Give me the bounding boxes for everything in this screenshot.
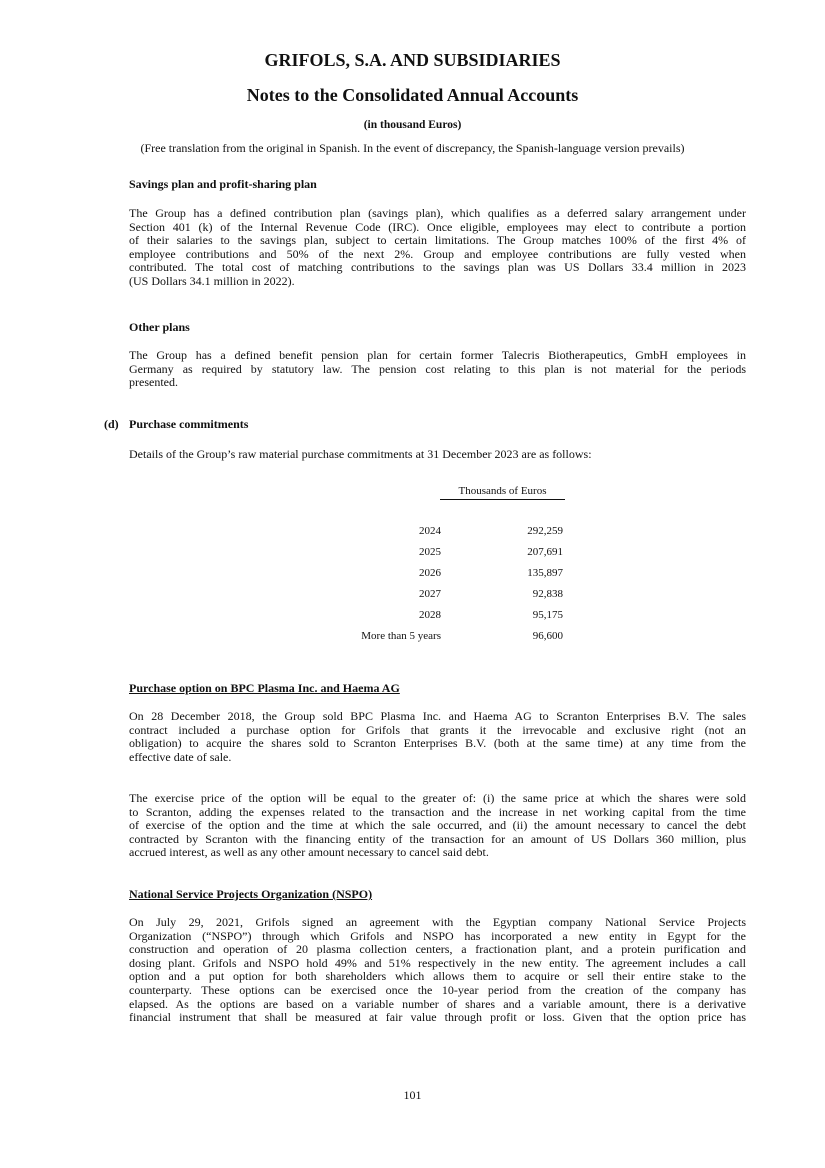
text-line: dosing plant. Grifols and NSPO hold 49% and 51% respectively in the new entity. The agreement includes a call	[129, 955, 746, 970]
row-value: 95,175	[532, 609, 563, 621]
text-line: Section 401 (k) of the Internal Revenue Code (IRC). Once eligible, employees may elect to contribute a portion	[129, 219, 746, 234]
purchase-commitments-heading: Purchase commitments	[129, 417, 249, 431]
text-line: (US Dollars 34.1 million in 2022).	[129, 273, 295, 288]
text-line: to Scranton, adding the expenses related to the transaction and the increase in net working capital from the time	[129, 804, 746, 819]
bpc-option-paragraph-1	[129, 710, 746, 764]
translation-note: (Free translation from the original in Spanish. In the event of discrepancy, the Spanish-language version prevails)	[140, 141, 685, 155]
text-line: obligation) to acquire the shares sold to Scranton Enterprises B.V. (both at the same time) at any time from the	[129, 736, 746, 751]
text-line: On July 29, 2021, Grifols signed an agreement with the Egyptian company National Service Projects	[129, 915, 746, 929]
text-line: contributed. The total cost of matching contributions to the savings plan was US Dollars 33.4 million in 2023	[129, 260, 746, 275]
text-line: The Group has a defined benefit pension plan for certain former Talecris Biotherapeutics, GmbH employees in	[129, 348, 746, 362]
text-line: financial instrument that shall be measured at fair value through profit or loss. Given that the option price has	[129, 1010, 746, 1025]
text-line: Organization (“NSPO”) through which Grifols and NSPO has incorporated a new entity in Egypt for the	[129, 928, 746, 943]
savings-plan-paragraph	[129, 207, 746, 289]
section-ref: (d)	[104, 417, 119, 431]
document-title: Notes to the Consolidated Annual Accounts	[246, 85, 579, 105]
other-plans-paragraph	[129, 349, 746, 390]
row-label: 2024	[419, 525, 441, 537]
text-line: of their salaries to the savings plan, subject to certain limitations. The Group matches 100% of the first 4% of	[129, 233, 746, 248]
table-row	[300, 567, 563, 583]
row-label: 2027	[419, 588, 441, 600]
nspo-heading: National Service Projects Organization (NSPO)	[129, 887, 373, 901]
other-plans-heading: Other plans	[129, 320, 190, 334]
table-row	[300, 546, 563, 562]
text-line: accrued interest, as well as any other amount necessary to cancel said debt.	[129, 845, 489, 860]
text-line: presented.	[129, 375, 178, 390]
text-line: counterparty. These options can be exercised once the 10-year period from the creation of the company has	[129, 982, 746, 997]
savings-plan-heading: Savings plan and profit-sharing plan	[129, 177, 317, 191]
row-label: More than 5 years	[361, 630, 441, 642]
bpc-option-paragraph-2	[129, 792, 746, 860]
company-name: GRIFOLS, S.A. AND SUBSIDIARIES	[264, 50, 561, 70]
page-number: 101	[403, 1088, 422, 1102]
units-note: (in thousand Euros)	[363, 119, 462, 131]
text-line: On 28 December 2018, the Group sold BPC Plasma Inc. and Haema AG to Scranton Enterprises B.V. The sales	[129, 709, 746, 723]
bpc-option-heading: Purchase option on BPC Plasma Inc. and Haema AG	[129, 681, 400, 695]
table-row	[300, 525, 563, 541]
text-line: construction and operation of 20 plasma collection centers, a fractionation plant, and a protein purification and	[129, 942, 746, 957]
text-line: Germany as required by statutory law. The pension cost relating to this plan is not material for the periods	[129, 361, 746, 376]
text-line: The exercise price of the option will be equal to the greater of: (i) the same price at which the shares were sold	[129, 791, 746, 805]
row-value: 135,897	[527, 567, 563, 579]
text-line: option and a put option for both shareholders which allows them to acquire or sell their entire stake to the	[129, 969, 746, 984]
text-line: employee contributions and 50% of the next 2%. Group and employee contributions are fully vested when	[129, 246, 746, 261]
text-line: contract included a purchase option for Grifols that grants it the irrevocable and exclusive right (not an	[129, 722, 746, 737]
row-value: 96,600	[532, 630, 563, 642]
row-value: 207,691	[527, 546, 563, 558]
text-line: of exercise of the option and the time at which the sale occurred, and (ii) the amount necessary to cancel the debt	[129, 818, 746, 833]
row-value: 292,259	[527, 525, 563, 537]
row-label: 2028	[419, 609, 441, 621]
purchase-commitments-intro: Details of the Group’s raw material purchase commitments at 31 December 2023 are as follows:	[129, 447, 592, 461]
table-row	[300, 609, 563, 625]
row-label: 2026	[419, 567, 441, 579]
nspo-paragraph	[129, 916, 746, 1025]
row-value: 92,838	[532, 588, 563, 600]
text-line: The Group has a defined contribution plan (savings plan), which qualifies as a deferred salary arrangement under	[129, 206, 746, 220]
table-row	[300, 588, 563, 604]
text-line: contracted by Scranton with the financing entity of the transaction for an amount of US Dollars 360 million, plus	[129, 831, 746, 846]
table-row	[300, 630, 563, 646]
text-line: elapsed. As the options are based on a variable number of shares and a variable amount, there is a derivative	[129, 996, 746, 1011]
table-column-header: Thousands of Euros	[440, 485, 565, 500]
text-line: effective date of sale.	[129, 749, 232, 764]
row-label: 2025	[419, 546, 441, 558]
